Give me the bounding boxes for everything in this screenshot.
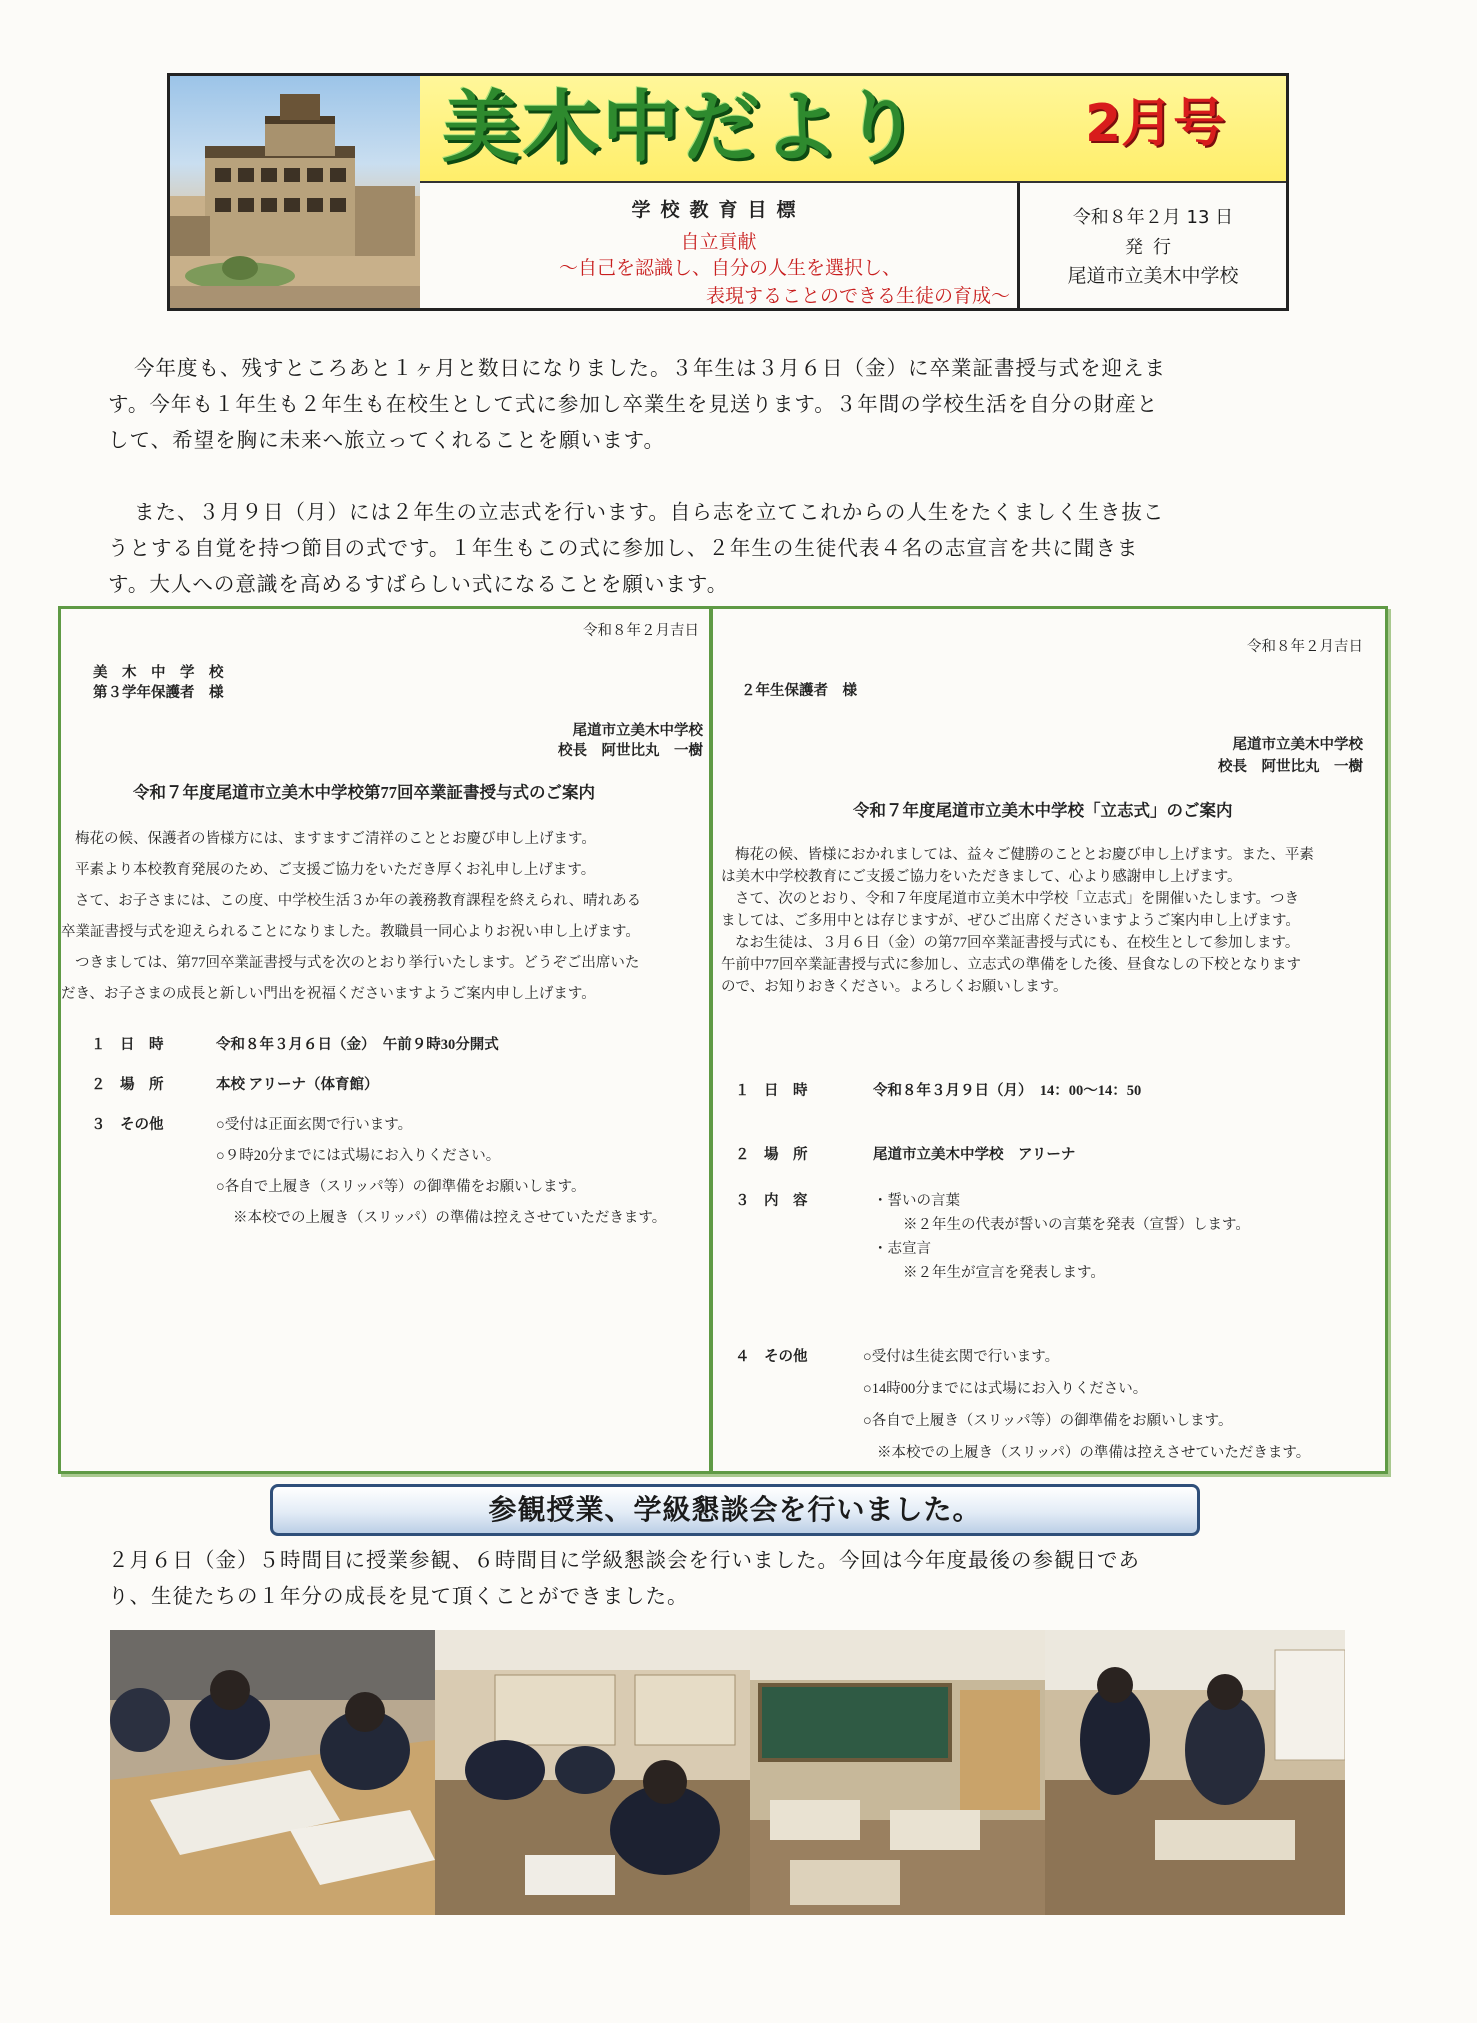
item-value: ○各自で上履き（スリッパ等）の御準備をお願いします。: [216, 1179, 586, 1195]
publish-date: 令和８年２月 13 日: [1072, 207, 1234, 228]
notice-sender: 校長 阿世比丸 一樹: [1218, 759, 1363, 775]
notice-body-line: だき、お子さまの成長と新しい門出を祝福くださいますようご案内申し上げます。: [61, 986, 596, 1002]
goals-motto: 自立貢献: [680, 231, 757, 253]
item-value: 本校 アリーナ（体育館）: [216, 1077, 379, 1093]
notice-body-line: 午前中77回卒業証書授与式に参加し、立志式の準備をした後、昼食なしの下校となります: [721, 957, 1301, 973]
item-value: ○受付は正面玄関で行います。: [216, 1117, 413, 1133]
item-value: 尾道市立美木中学校 アリーナ: [873, 1147, 1076, 1163]
item-value: 令和８年３月６日（金） 午前９時30分開式: [216, 1037, 499, 1053]
notice-title: 令和７年度尾道市立美木中学校「立志式」のご案内: [853, 801, 1233, 820]
item-value: ※２年生の代表が誓いの言葉を発表（宣誓）します。: [903, 1217, 1250, 1233]
notices-frame: [58, 606, 1388, 1474]
goals-line: ～自己を認識し、自分の人生を選択し、: [558, 257, 901, 279]
notice-body-line: さて、次のとおり、令和７年度尾道市立美木中学校「立志式」を開催いたします。つき: [735, 891, 1300, 907]
notice-recipient: ２年生保護者 様: [741, 683, 857, 699]
item-value: ・志宣言: [873, 1241, 931, 1257]
notice-body-line: は美木中学校教育にご支援ご協力をいただきまして、心より感謝申し上げます。: [721, 869, 1242, 885]
notice-body-line: 梅花の候、保護者の皆様方には、ますますご清祥のこととお慶び申し上げます。: [75, 831, 596, 847]
section-text-line: り、生徒たちの１年分の成長を見て頂くことができました。: [108, 1584, 689, 1608]
publish-label: 発行: [1125, 237, 1181, 258]
item-value: ※本校での上履き（スリッパ）の準備は控えさせていただきます。: [877, 1445, 1311, 1461]
item-value: ○９時20分までには式場にお入りください。: [216, 1148, 501, 1164]
publication-info: [1020, 183, 1286, 308]
section-banner: [270, 1484, 1200, 1536]
intro-line: 今年度も、残すところあと１ヶ月と数日になりました。３年生は３月６日（金）に卒業証書授与式を迎えま: [134, 356, 1166, 380]
item-value: ・誓いの言葉: [873, 1193, 960, 1209]
notice-title: 令和７年度尾道市立美木中学校第77回卒業証書授与式のご案内: [133, 783, 595, 802]
item-value: ※本校での上履き（スリッパ）の準備は控えさせていただきます。: [233, 1210, 667, 1226]
notice-recipient: 第３学年保護者 様: [93, 685, 224, 701]
newsletter-title: 美木中だより: [442, 83, 923, 173]
intro-line: して、希望を胸に未来へ旅立ってくれることを願います。: [108, 428, 665, 452]
title-band: [420, 76, 1286, 183]
notice-body-line: 卒業証書授与式を迎えられることになりました。教職員一同心よりお祝い申し上げます。: [61, 924, 640, 940]
goals-line: 表現することのできる生徒の育成～: [705, 285, 1010, 307]
notice-body-line: つきましては、第77回卒業証書授与式を次のとおり挙行いたします。どうぞご出席いた: [75, 955, 640, 971]
risshi-ceremony-notice: [713, 609, 1385, 1471]
notice-body-line: 平素より本校教育発展のため、ご支援ご協力をいただき厚くお礼申し上げます。: [75, 862, 596, 878]
class-photo-illustration: [750, 1630, 1045, 1915]
notice-body-line: さて、お子さまには、この度、中学校生活３か年の義務教育課程を終えられ、晴れある: [75, 893, 642, 909]
item-label: ２ 場 所: [735, 1147, 808, 1163]
goals-heading: 学校教育目標: [631, 199, 806, 221]
item-value: 令和８年３月９日（月） 14：00～14：50: [873, 1083, 1142, 1099]
class-photo: [435, 1630, 750, 1915]
school-goals: [420, 183, 1020, 308]
item-value: ○各自で上履き（スリッパ等）の御準備をお願いします。: [863, 1413, 1233, 1429]
intro-line: す。今年も１年生も２年生も在校生として式に参加し卒業生を見送ります。３年間の学校生活を自分の財産と: [108, 392, 1159, 416]
class-photo: [110, 1630, 435, 1915]
intro-line: うとする自覚を持つ節目の式です。１年生もこの式に参加し、２年生の生徒代表４名の志宣言を共に聞きま: [108, 536, 1139, 560]
notice-sender: 校長 阿世比丸 一樹: [558, 743, 703, 759]
item-label: ３ 内 容: [735, 1193, 808, 1209]
item-label: １ 日 時: [735, 1083, 808, 1099]
intro-line: また、３月９日（月）には２年生の立志式を行います。自ら志を立てこれからの人生をたくましく生き抜こ: [134, 500, 1165, 524]
graduation-notice: [61, 609, 709, 1471]
class-photo-illustration: [110, 1630, 435, 1915]
item-label: １ 日 時: [91, 1037, 164, 1053]
notice-date: 令和８年２月吉日: [1247, 639, 1363, 655]
section-text-line: ２月６日（金）５時間目に授業参観、６時間目に学級懇談会を行いました。今回は今年度最後の参観日であ: [108, 1548, 1140, 1572]
item-value: ○受付は生徒玄関で行います。: [863, 1349, 1060, 1365]
school-building-photo: [170, 76, 420, 308]
notice-date: 令和８年２月吉日: [583, 623, 699, 639]
item-label: ４ その他: [735, 1349, 808, 1365]
notice-body-line: なお生徒は、３月６日（金）の第77回卒業証書授与式にも、在校生として参加します。: [735, 935, 1300, 951]
notice-sender: 尾道市立美木中学校: [572, 723, 703, 739]
masthead: [167, 73, 1289, 311]
school-building-illustration: [170, 76, 420, 308]
notice-body-line: ので、お知りおきください。よろしくお願いします。: [721, 979, 1068, 995]
publisher-name: 尾道市立美木中学校: [1067, 265, 1239, 287]
class-photo-illustration: [435, 1630, 750, 1915]
class-photo: [750, 1630, 1045, 1915]
item-value: ○14時00分までには式場にお入りください。: [863, 1381, 1148, 1397]
item-label: ２ 場 所: [91, 1077, 164, 1093]
notice-sender: 尾道市立美木中学校: [1232, 737, 1363, 753]
item-value: ※２年生が宣言を発表します。: [903, 1265, 1105, 1281]
class-photo-illustration: [1045, 1630, 1345, 1915]
notice-recipient: 美 木 中 学 校: [93, 665, 224, 681]
item-label: ３ その他: [91, 1117, 164, 1133]
class-photo: [1045, 1630, 1345, 1915]
notice-body-line: ましては、ご多用中とは存じますが、ぜひご出席くださいますようご案内申し上げます。: [721, 913, 1300, 929]
notice-body-line: 梅花の候、皆様におかれましては、益々ご健勝のこととお慶び申し上げます。また、平素: [735, 847, 1314, 863]
section-heading: 参観授業、学級懇談会を行いました。: [488, 1493, 982, 1526]
issue-label: 2月号: [1085, 94, 1226, 154]
intro-line: す。大人への意識を高めるすばらしい式になることを願います。: [108, 572, 729, 596]
